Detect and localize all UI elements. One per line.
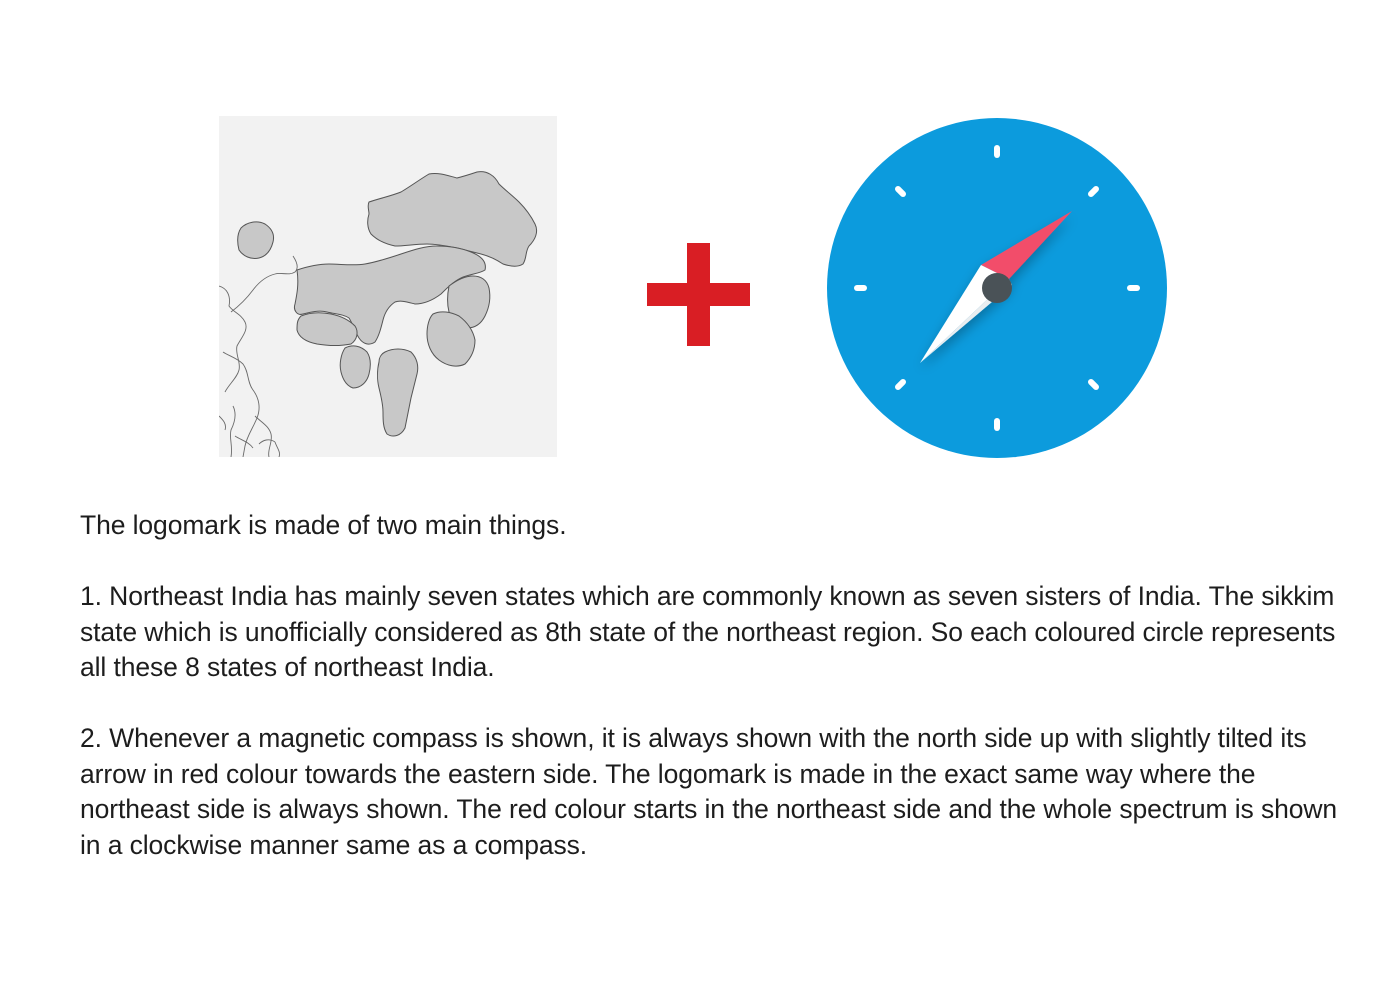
plus-icon bbox=[647, 243, 750, 346]
plus-icon-graphic bbox=[647, 243, 750, 346]
description-text bbox=[80, 508, 1340, 863]
northeast-states bbox=[238, 172, 537, 436]
logomark-components bbox=[0, 0, 1400, 480]
sikkim-state bbox=[238, 222, 274, 259]
point-1-paragraph: 1. Northeast India has mainly seven states which are commonly known as seven sisters of India. The sikkim state which is unofficially considered as 8th state of the northeast region. So each coloured circle represents all these 8 states of northeast India. bbox=[80, 581, 1336, 682]
northeast-india-map bbox=[219, 116, 557, 457]
mizoram-state bbox=[378, 349, 418, 436]
map-icon bbox=[219, 116, 557, 457]
tripura-state bbox=[340, 346, 370, 388]
surrounding-borders bbox=[219, 256, 297, 457]
compass-pivot bbox=[982, 273, 1012, 303]
intro-paragraph: The logomark is made of two main things. bbox=[80, 510, 567, 540]
compass-icon bbox=[826, 117, 1168, 459]
point-2-paragraph: 2. Whenever a magnetic compass is shown, it is always shown with the north side up with slightly tilted its arrow in red colour towards the eastern side. The logomark is made in the exact same way where the northeast side is always shown. The red colour starts in the northeast side and the whole spectrum is shown in a clockwise manner same as a compass. bbox=[80, 723, 1338, 860]
compass-graphic bbox=[826, 117, 1168, 459]
